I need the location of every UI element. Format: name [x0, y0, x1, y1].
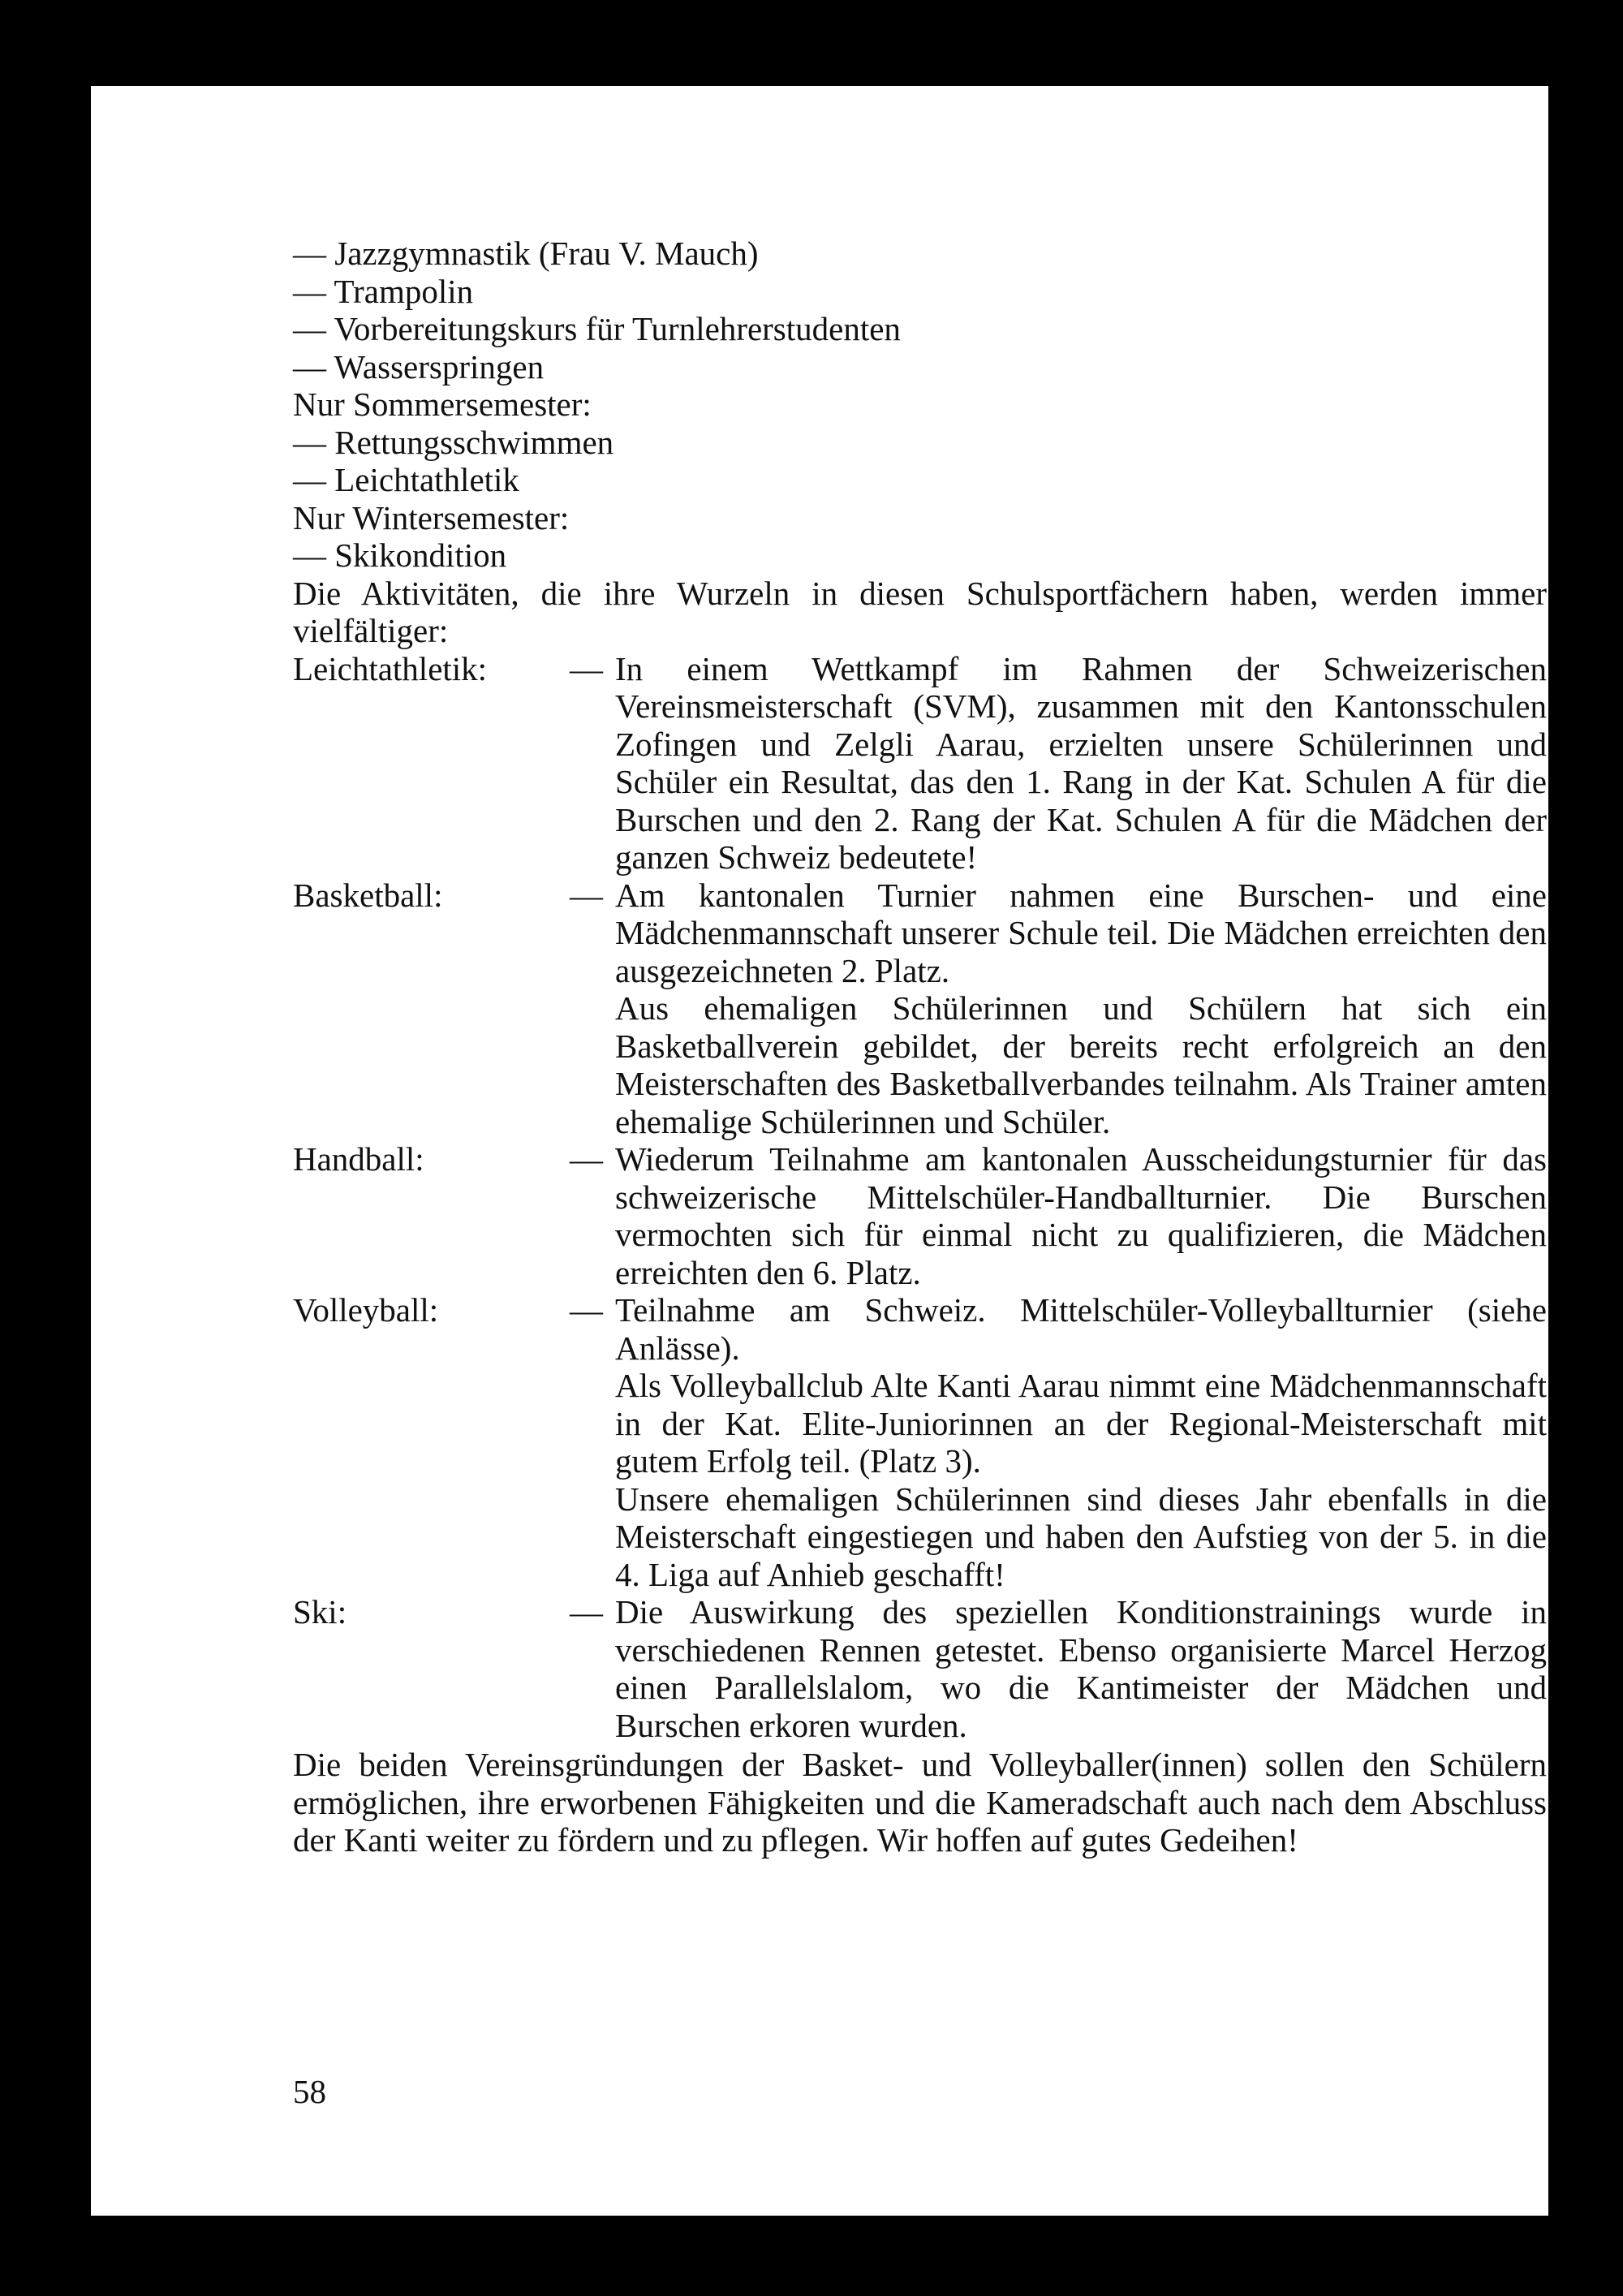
sport-entry-ski — [293, 1593, 1547, 1744]
sport-paragraph: Aus ehemaligen Schülerinnen und Schülern hat sich ein Basketballverein gebildet, der bereits recht erfolgreich an den Meisterschaften des Basketballverbandes teilnahm. Als Trainer amten ehemalige Schülerinnen und Schüler. — [615, 989, 1547, 1140]
sport-entry-basketball — [293, 877, 1547, 1141]
entry-dash: — — [570, 1593, 603, 1630]
sport-paragraph: Als Volleyballclub Alte Kanti Aarau nimmt eine Mädchenmannschaft in der Kat. Elite-Juniorinnen an der Regional-Meisterschaft mit gutem Erfolg teil. (Platz 3). — [615, 1367, 1547, 1480]
sport-paragraph: Unsere ehemaligen Schülerinnen sind dieses Jahr ebenfalls in die Meisterschaft eingestiegen und haben den Aufstieg von der 5. in die 4. Liga auf Anhieb geschafft! — [615, 1480, 1547, 1593]
list-item: — Wasserspringen — [293, 347, 545, 386]
list-item: — Leichtathletik — [293, 461, 519, 498]
sport-entry-volleyball — [293, 1291, 1547, 1593]
sport-label: Ski: — [293, 1593, 347, 1630]
entry-dash: — — [570, 876, 603, 914]
entry-dash: — — [570, 1140, 603, 1178]
closing-paragraph: Die beiden Vereinsgründungen der Basket- und Volleyballer(innen) sollen den Schülern ermöglichen, ihre erworbenen Fähigkeiten und die Kameradschaft auch nach dem Abschluss der Kanti weiter zu fördern und zu pflegen. Wir hoffen auf gutes Gedeihen! — [293, 1746, 1547, 1859]
sport-paragraph: Wiederum Teilnahme am kantonalen Ausscheidungsturnier für das schweizerische Mittelschüler-Handballturnier. Die Burschen vermochten sich für einmal nicht zu qualifizieren, die Mädchen erreichten den 6. Platz. — [615, 1140, 1547, 1291]
sport-description — [615, 1140, 1547, 1291]
sport-description — [615, 1593, 1547, 1744]
intro-paragraph: Die Aktivitäten, die ihre Wurzeln in diesen Schulsportfächern haben, werden immer vielfältiger: — [293, 574, 1547, 649]
list-item: — Rettungsschwimmen — [293, 423, 614, 461]
page — [91, 86, 1548, 2216]
page-number: 58 — [293, 2073, 326, 2110]
sport-entry-handball — [293, 1140, 1547, 1291]
sport-description — [615, 877, 1547, 1141]
sport-label: Leichtathletik: — [293, 649, 488, 687]
list-item: — Vorbereitungskurs für Turnlehrerstudenten — [293, 310, 901, 347]
sport-entry-leichtathletik — [293, 650, 1547, 877]
page-content — [293, 235, 1547, 1859]
sport-paragraph: In einem Wettkampf im Rahmen der Schweizerischen Vereinsmeisterschaft (SVM), zusammen mit den Kantonsschulen Zofingen und Zelgli Aarau, erzielten unsere Schülerinnen und Schüler ein Resultat, das den 1. Rang in der Kat. Schulen A für die Burschen und den 2. Rang der Kat. Schulen A für die Mädchen der ganzen Schweiz bedeutete! — [615, 649, 1547, 876]
sport-subject-list — [293, 235, 1547, 575]
sport-description — [615, 1291, 1547, 1593]
list-heading: Nur Sommersemester: — [293, 386, 592, 423]
sport-label: Volleyball: — [293, 1291, 439, 1329]
entry-dash: — — [570, 649, 603, 687]
sport-label: Basketball: — [293, 876, 443, 914]
sport-paragraph: Teilnahme am Schweiz. Mittelschüler-Volleyballturnier (siehe Anlässe). — [615, 1291, 1547, 1367]
list-item: — Skikondition — [293, 536, 507, 574]
sport-label: Handball: — [293, 1140, 424, 1178]
entry-dash: — — [570, 1291, 603, 1329]
sport-paragraph: Am kantonalen Turnier nahmen eine Burschen- und eine Mädchenmannschaft unserer Schule teil. Die Mädchen erreichten den ausgezeichneten 2. Platz. — [615, 876, 1547, 989]
list-item: — Trampolin — [293, 272, 474, 310]
list-heading: Nur Wintersemester: — [293, 498, 570, 536]
list-item: — Jazzgymnastik (Frau V. Mauch) — [293, 235, 759, 272]
sport-description — [615, 650, 1547, 877]
sport-paragraph: Die Auswirkung des speziellen Konditionstrainings wurde in verschiedenen Rennen getestet. Ebenso organisierte Marcel Herzog einen Parallelslalom, wo die Kantimeister der Mädchen und Burschen erkoren wurden. — [615, 1593, 1547, 1744]
